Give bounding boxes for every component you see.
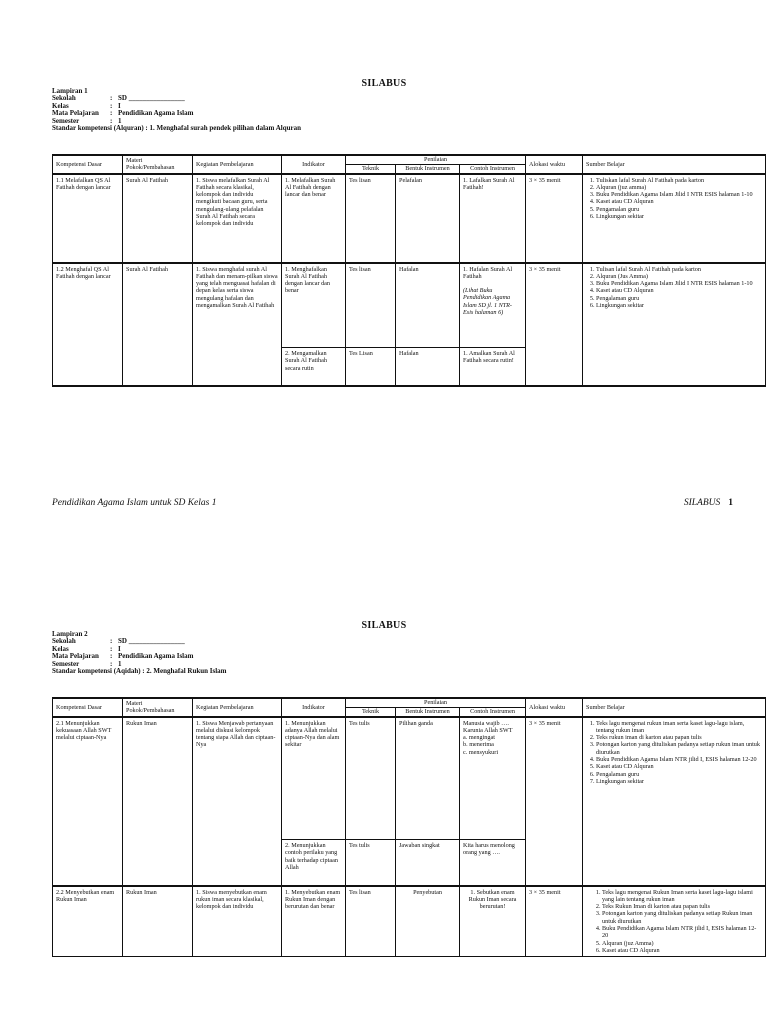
meta-row bbox=[52, 638, 227, 645]
contoh-option: b. menerima bbox=[463, 741, 494, 749]
cell-indikator: 1. Menghafalkan Surah Al Fatihah dengan lancar dan benar bbox=[282, 263, 346, 348]
table-row bbox=[53, 263, 766, 348]
cell-alokasi: 3 × 35 menit bbox=[526, 263, 583, 386]
meta-value: 1 bbox=[118, 116, 122, 125]
meta-row bbox=[52, 110, 301, 117]
meta-key: Lampiran 1 bbox=[52, 87, 88, 95]
cell-teknik: Tes lisan bbox=[346, 263, 396, 348]
header-contoh: Contoh Instrumen bbox=[460, 164, 526, 173]
cell-teknik: Tes tulis bbox=[346, 840, 396, 886]
syllabus-meta bbox=[52, 631, 227, 675]
header-sumber: Sumber Belajar bbox=[583, 155, 766, 174]
cell-alokasi: 3 × 35 menit bbox=[526, 886, 583, 957]
list-item: 1. Teks lagu mengenai rukun iman serta kaset lagu-lagu islam, tentang rukun iman bbox=[596, 720, 762, 735]
cell-teknik: Tes lisan bbox=[346, 174, 396, 263]
cell-alokasi: 3 × 35 menit bbox=[526, 717, 583, 886]
list-item: 5. Kaset atau CD Alquran bbox=[596, 763, 762, 770]
meta-sep: : bbox=[110, 659, 113, 668]
meta-key: Kelas bbox=[52, 644, 69, 653]
syllabus-table bbox=[52, 697, 766, 957]
list-item: 3. Buku Pendidikan Agama Islam Jilid I NTR ESIS halaman 1-10 bbox=[596, 280, 762, 287]
contoh-note: (Lihat Buku Pendidikan Agama Islam SD jl. 1 NTR-Esis halaman 6) bbox=[463, 287, 512, 317]
meta-key: Mata Pelajaran bbox=[52, 652, 99, 661]
list-item: 2. Teks rukun iman di karton atau papan tulis bbox=[596, 734, 762, 741]
meta-key: Sekolah bbox=[52, 637, 76, 646]
cell-contoh: 1. Lafalkan Surah Al Fatihah! bbox=[460, 174, 526, 263]
meta-sep: : bbox=[110, 637, 113, 646]
meta-value: I bbox=[118, 644, 121, 653]
meta-sep: : bbox=[110, 644, 113, 653]
meta-sep: : bbox=[110, 94, 113, 103]
cell-teknik: Tes tulis bbox=[346, 717, 396, 840]
list-item: 2. Alquran (juz amma) bbox=[596, 184, 762, 191]
contoh-question: Manusia wajib …. Karunia Allah SWT bbox=[463, 719, 513, 734]
header-indikator: Indikator bbox=[282, 155, 346, 174]
meta-sep: : bbox=[110, 101, 113, 110]
header-contoh: Contoh Instrumen bbox=[460, 707, 526, 716]
list-item: 7. Lingkungan sekitar bbox=[596, 778, 762, 785]
cell-sumber bbox=[583, 886, 766, 957]
header-indikator: Indikator bbox=[282, 698, 346, 717]
cell-kegiatan: 1. Siswa melafalkan Surah Al Fatihah secara klasikal, kelompok dan individu mengikuti bacaan guru, serta mengulang-ulang pelafalan Surah Al Fatihah secara kelompok dan individu bbox=[193, 174, 282, 263]
meta-sep: : bbox=[110, 116, 113, 125]
cell-teknik: Tes Lisan bbox=[346, 348, 396, 386]
cell-bentuk: Pilihan ganda bbox=[396, 717, 460, 840]
syllabus-meta bbox=[52, 88, 301, 132]
table-row bbox=[53, 717, 766, 840]
list-item: 3. Potongan karton yang dituliskan padanya setiap Rukun iman untuk diurutkan bbox=[602, 910, 762, 925]
cell-contoh bbox=[460, 717, 526, 840]
header-teknik: Teknik bbox=[346, 707, 396, 716]
page-footer bbox=[52, 498, 765, 508]
list-item: 5. Pengamalan guru bbox=[596, 206, 762, 213]
meta-row bbox=[52, 95, 301, 102]
sumber-list bbox=[586, 266, 762, 310]
list-item: 4. Kaset atau CD Alquran bbox=[596, 198, 762, 205]
cell-sumber bbox=[583, 174, 766, 263]
cell-kegiatan: 1. Siswa menyebutkan enam rukun iman secara klasikal, kelompok dan individu bbox=[193, 886, 282, 957]
header-kegiatan: Kegiatan Pembelajaran bbox=[193, 155, 282, 174]
header-materi: Materi Pokok/Pembahasan bbox=[123, 698, 193, 717]
cell-kd: 2.2 Menyebutkan enam Rukun Iman bbox=[53, 886, 123, 957]
cell-indikator: 1. Menyebutkan enam Rukun Iman dengan berurutan dan benar bbox=[282, 886, 346, 957]
list-item: 2. Teks Rukun Iman di karton atau papan tulis bbox=[602, 903, 762, 910]
cell-sumber bbox=[583, 717, 766, 886]
list-item: 4. Kaset atau CD Alquran bbox=[596, 287, 762, 294]
table-row bbox=[53, 886, 766, 957]
meta-key: Mata Pelajaran bbox=[52, 109, 99, 118]
syllabus-page-2 bbox=[0, 560, 768, 1024]
meta-sep: : bbox=[110, 652, 113, 661]
list-item: 6. Pengalaman guru bbox=[596, 771, 762, 778]
syllabus-table bbox=[52, 154, 766, 387]
cell-bentuk: Hafalan bbox=[396, 263, 460, 348]
cell-bentuk: Penyebutan bbox=[396, 886, 460, 957]
page-number: 1 bbox=[728, 498, 733, 508]
meta-key: Sekolah bbox=[52, 94, 76, 103]
cell-bentuk: Hafalan bbox=[396, 348, 460, 386]
page-title: SILABUS bbox=[361, 620, 407, 631]
standar-kompetensi: Standar kompetensi (Alquran) : 1. Menghafal surah pendek pilihan dalam Alquran bbox=[52, 124, 302, 133]
header-kegiatan: Kegiatan Pembelajaran bbox=[193, 698, 282, 717]
contoh-option: a. mengingat bbox=[463, 734, 495, 742]
list-item: 5. Pengalaman guru bbox=[596, 295, 762, 302]
header-sumber: Sumber Belajar bbox=[583, 698, 766, 717]
sumber-list bbox=[586, 889, 762, 955]
cell-kd: 2.1 Menunjukkan kekuasaan Allah SWT melalui ciptaan-Nya bbox=[53, 717, 123, 886]
meta-value: 1 bbox=[118, 659, 122, 668]
header-kompetensi-dasar: Kompetensi Dasar bbox=[53, 155, 123, 174]
meta-value: Pendidikan Agama Islam bbox=[118, 652, 194, 661]
cell-kd: 1.1 Melafalkan QS Al Fatihah dengan lancar bbox=[53, 174, 123, 263]
footer-section: SILABUS 1 bbox=[683, 498, 733, 508]
header-bentuk: Bentuk Instrumen bbox=[396, 707, 460, 716]
cell-sumber bbox=[583, 263, 766, 386]
cell-contoh: 1. Sebutkan enam Rukun Iman secara berurutan! bbox=[460, 886, 526, 957]
list-item: 6. Lingkungan sekitar bbox=[596, 302, 762, 309]
standar-kompetensi: Standar kompetensi (Aqidah) : 2. Menghafal Rukun Islam bbox=[52, 667, 227, 676]
cell-materi: Rukun Iman bbox=[123, 886, 193, 957]
cell-indikator: 1. Menunjukkan adanya Allah melalui ciptaan-Nya dan alam sekitar bbox=[282, 717, 346, 840]
list-item: 1. Teks lagu mengenai Rukun Iman serta kaset lagu-lagu islami yang lain tentang rukun iman bbox=[602, 889, 762, 904]
header-alokasi: Alokasi waktu bbox=[526, 698, 583, 717]
meta-value: Pendidikan Agama Islam bbox=[118, 109, 194, 118]
meta-value: SD ________________ bbox=[118, 94, 185, 103]
header-penilaian: Penilaian bbox=[346, 698, 526, 707]
cell-kegiatan: 1. Siswa Menjawab pertanyaan melalui diskusi kelompok tentang siapa Allah dan ciptaan-Nya bbox=[193, 717, 282, 886]
meta-key: Kelas bbox=[52, 101, 69, 110]
cell-teknik: Tes lisan bbox=[346, 886, 396, 957]
cell-indikator: 2. Menunjukkan contoh perilaku yang baik terhadap ciptaan Allah bbox=[282, 840, 346, 886]
cell-kegiatan: 1. Siswa menghafal surah Al Fatihah dan menam-pilkan siswa yang telah menguasai hafalan di depan kelas serta siswa mengulang hafalan dan mengamalkan Surah Al Fatihah bbox=[193, 263, 282, 386]
cell-indikator: 2. Mengamalkan Surah Al Fatihah secara rutin bbox=[282, 348, 346, 386]
cell-materi: Surah Al Fatihah bbox=[123, 174, 193, 263]
list-item: 3. Potongan karton yang dituliskan padanya setiap rukun iman untuk diurutkan bbox=[596, 741, 762, 756]
list-item: 1. Tuliskan lafal Surah Al Fatihah pada karton bbox=[596, 177, 762, 184]
meta-sep: : bbox=[110, 109, 113, 118]
cell-contoh: Kita harus menolong orang yang …. bbox=[460, 840, 526, 886]
header-materi: Materi Pokok/Pembahasan bbox=[123, 155, 193, 174]
list-item: 4. Buku Pendidikan Agama Islam NTR jilid I, ESIS halaman 12-20 bbox=[596, 756, 762, 763]
cell-bentuk: Pelafalan bbox=[396, 174, 460, 263]
cell-bentuk: Jawaban singkat bbox=[396, 840, 460, 886]
list-item: 4. Buku Pendidikan Agama Islam NTR jilid I, ESIS halaman 12-20 bbox=[602, 925, 762, 940]
meta-value: SD ________________ bbox=[118, 637, 185, 646]
cell-alokasi: 3 × 35 menit bbox=[526, 174, 583, 263]
meta-value: I bbox=[118, 101, 121, 110]
cell-contoh bbox=[460, 263, 526, 348]
list-item: 5. Alquran (juz Amma) bbox=[602, 940, 762, 947]
header-penilaian: Penilaian bbox=[346, 155, 526, 164]
cell-contoh: 1. Amalkan Surah Al Fatihah secara rutin! bbox=[460, 348, 526, 386]
sumber-list bbox=[586, 720, 762, 786]
cell-indikator: 1. Melafalkan Surah Al Fatihah dengan lancar dan benar bbox=[282, 174, 346, 263]
cell-materi: Surah Al Fatihah bbox=[123, 263, 193, 386]
list-item: 2. Alquran (Jus Amma) bbox=[596, 273, 762, 280]
sumber-list bbox=[586, 177, 762, 221]
table-row bbox=[53, 174, 766, 263]
meta-key: Semester bbox=[52, 659, 80, 668]
header-teknik: Teknik bbox=[346, 164, 396, 173]
header-bentuk: Bentuk Instrumen bbox=[396, 164, 460, 173]
page-title: SILABUS bbox=[361, 78, 407, 89]
meta-key: Semester bbox=[52, 116, 80, 125]
list-item: 6. Kaset atau CD Alquran bbox=[602, 947, 762, 954]
contoh-option: c. mensyukuri bbox=[463, 748, 499, 756]
meta-key: Lampiran 2 bbox=[52, 630, 88, 638]
cell-kd: 1.2 Menghafal QS Al Fatihah dengan lancar bbox=[53, 263, 123, 386]
list-item: 6. Lingkungan sekitar bbox=[596, 213, 762, 220]
header-kompetensi-dasar: Kompetensi Dasar bbox=[53, 698, 123, 717]
contoh-text: 1. Hafalan Surah Al Fatihah bbox=[463, 265, 513, 280]
header-alokasi: Alokasi waktu bbox=[526, 155, 583, 174]
cell-materi: Rukun Iman bbox=[123, 717, 193, 886]
list-item: 3. Buku Pendidikan Agama Islam Jilid I NTR ESIS halaman 1-10 bbox=[596, 191, 762, 198]
footer-book-title: Pendidikan Agama Islam untuk SD Kelas 1 bbox=[52, 498, 217, 508]
list-item: 1. Tulisan lafal Surah Al Fatihah pada karton bbox=[596, 266, 762, 273]
